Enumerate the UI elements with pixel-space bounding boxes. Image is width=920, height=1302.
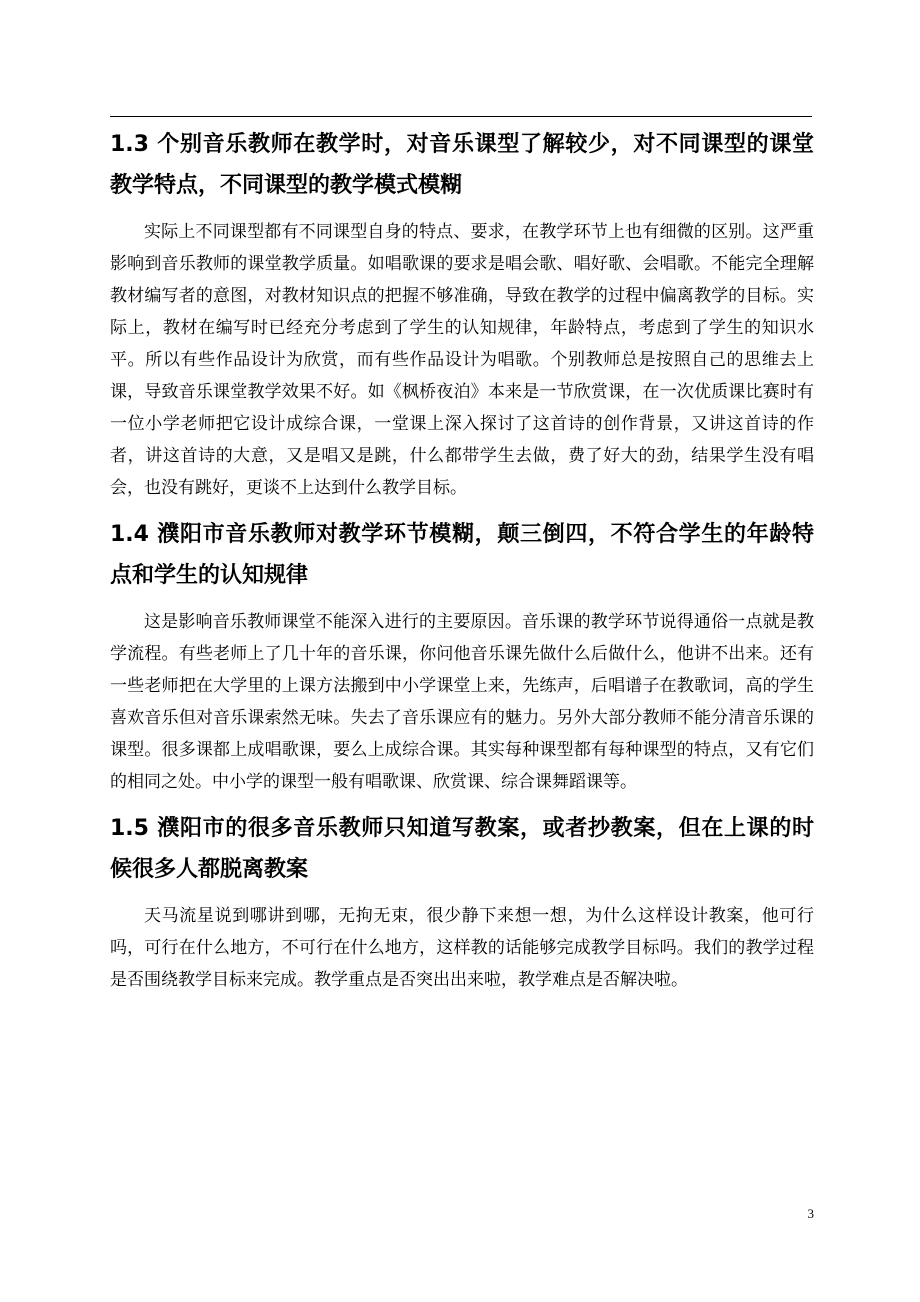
section-1-5 (110, 808, 814, 996)
section-paragraph: 这是影响音乐教师课堂不能深入进行的主要原因。音乐课的教学环节说得通俗一点就是教学流程。有些老师上了几十年的音乐课，你问他音乐课先做什么后做什么，他讲不出来。还有一些老师把在大学里的上课方法搬到中小学课堂上来，先练声，后唱谱子在教歌词，高的学生喜欢音乐但对音乐课索然无味。失去了音乐课应有的魅力。另外大部分教师不能分清音乐课的课型。很多课都上成唱歌课，要么上成综合课。其实每种课型都有每种课型的特点，又有它们的相同之处。中小学的课型一般有唱歌课、欣赏课、综合课舞蹈课等。 (110, 612, 814, 792)
page-number: 3 (807, 1206, 814, 1221)
section-heading: 1.5 濮阳市的很多音乐教师只知道写教案，或者抄教案，但在上课的时候很多人都脱离教案 (110, 816, 814, 882)
section-heading: 1.4 濮阳市音乐教师对教学环节模糊，颠三倒四，不符合学生的年龄特点和学生的认知规律 (110, 522, 814, 588)
header-rule (110, 116, 812, 117)
section-1-3 (110, 124, 814, 504)
page-content (110, 124, 814, 1006)
section-paragraph: 实际上不同课型都有不同课型自身的特点、要求，在教学环节上也有细微的区别。这严重影响到音乐教师的课堂教学质量。如唱歌课的要求是唱会歌、唱好歌、会唱歌。不能完全理解教材编写者的意图，对教材知识点的把握不够准确，导致在教学的过程中偏离教学的目标。实际上，教材在编写时已经充分考虑到了学生的认知规律，年龄特点，考虑到了学生的知识水平。所以有些作品设计为欣赏，而有些作品设计为唱歌。个别教师总是按照自己的思维去上课，导致音乐课堂教学效果不好。如《枫桥夜泊》本来是一节欣赏课，在一次优质课比赛时有一位小学老师把它设计成综合课，一堂课上深入探讨了这首诗的创作背景，又讲这首诗的作者，讲这首诗的大意，又是唱又是跳，什么都带学生去做，费了好大的劲，结果学生没有唱会，也没有跳好，更谈不上达到什么教学目标。 (110, 222, 814, 498)
section-paragraph: 天马流星说到哪讲到哪，无拘无束，很少静下来想一想，为什么这样设计教案，他可行吗，可行在什么地方，不可行在什么地方，这样教的话能够完成教学目标吗。我们的教学过程是否围绕教学目标来完成。教学重点是否突出出来啦，教学难点是否解决啦。 (110, 906, 814, 990)
section-1-4 (110, 514, 814, 798)
section-heading: 1.3 个别音乐教师在教学时，对音乐课型了解较少，对不同课型的课堂教学特点，不同课型的教学模式模糊 (110, 132, 814, 198)
